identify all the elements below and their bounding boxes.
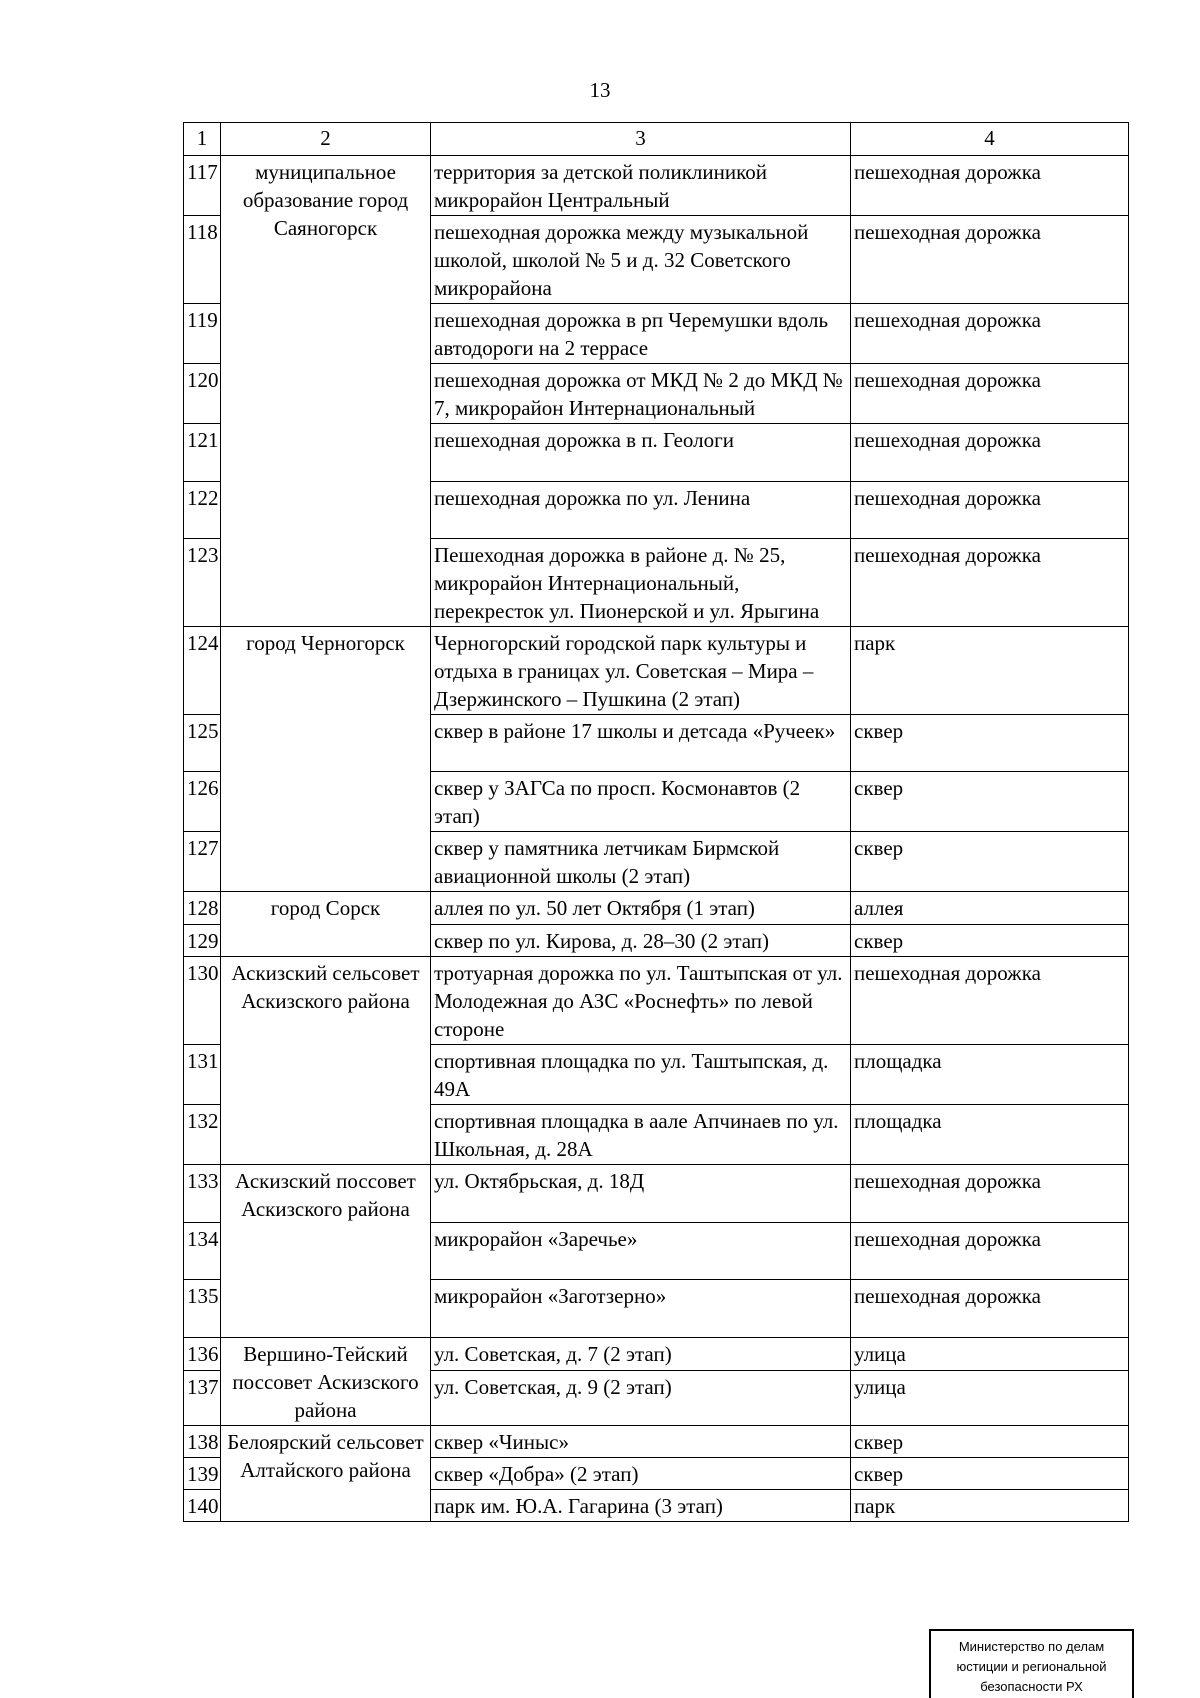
row-number: 140: [184, 1490, 221, 1522]
object-description: территория за детской поликлиникой микрорайон Центральный: [431, 156, 851, 216]
object-type: пешеходная дорожка: [851, 1223, 1129, 1280]
object-type: аллея: [851, 892, 1129, 925]
object-description: пешеходная дорожка между музыкальной школой, школой № 5 и д. 32 Советского микрорайона: [431, 216, 851, 304]
stamp-line-3: безопасности РХ: [980, 1679, 1083, 1694]
row-number: 137: [184, 1370, 221, 1425]
table-row: [184, 156, 1129, 216]
table-row: [184, 1338, 1129, 1371]
row-number: 122: [184, 482, 221, 539]
table-row: [184, 1426, 1129, 1458]
header-col-2: 2: [221, 123, 431, 156]
object-description: микрорайон «Заречье»: [431, 1223, 851, 1280]
object-description: сквер у ЗАГСа по просп. Космонавтов (2 этап): [431, 772, 851, 832]
table-row: [184, 957, 1129, 1045]
object-type: пешеходная дорожка: [851, 216, 1129, 304]
row-number: 138: [184, 1426, 221, 1458]
table-row: [184, 892, 1129, 925]
object-description: тротуарная дорожка по ул. Таштыпская от ул. Молодежная до АЗС «Роснефть» по левой стороне: [431, 957, 851, 1045]
object-type: пешеходная дорожка: [851, 482, 1129, 539]
object-description: спортивная площадка в аале Апчинаев по ул. Школьная, д. 28А: [431, 1105, 851, 1165]
object-type: сквер: [851, 1458, 1129, 1490]
object-type: сквер: [851, 925, 1129, 957]
row-number: 124: [184, 627, 221, 715]
object-description: пешеходная дорожка в рп Черемушки вдоль автодороги на 2 террасе: [431, 304, 851, 364]
municipality-cell: Аскизский сельсовет Аскизского района: [221, 957, 431, 1165]
row-number: 118: [184, 216, 221, 304]
header-col-4: 4: [851, 123, 1129, 156]
row-number: 135: [184, 1280, 221, 1338]
object-type: сквер: [851, 832, 1129, 892]
object-description: ул. Советская, д. 9 (2 этап): [431, 1370, 851, 1425]
row-number: 134: [184, 1223, 221, 1280]
object-type: площадка: [851, 1045, 1129, 1105]
object-description: пешеходная дорожка от МКД № 2 до МКД № 7, микрорайон Интернациональный: [431, 364, 851, 424]
object-description: сквер по ул. Кирова, д. 28–30 (2 этап): [431, 925, 851, 957]
municipality-cell: город Черногорск: [221, 627, 431, 892]
object-description: ул. Советская, д. 7 (2 этап): [431, 1338, 851, 1371]
row-number: 127: [184, 832, 221, 892]
municipality-cell: город Сорск: [221, 892, 431, 957]
page-number: 13: [589, 78, 611, 102]
object-type: пешеходная дорожка: [851, 1165, 1129, 1223]
header-col-1: 1: [184, 123, 221, 156]
object-description: Черногорский городской парк культуры и отдыха в границах ул. Советская – Мира – Дзержинского – Пушкина (2 этап): [431, 627, 851, 715]
object-type: пешеходная дорожка: [851, 156, 1129, 216]
object-type: сквер: [851, 1426, 1129, 1458]
object-description: аллея по ул. 50 лет Октября (1 этап): [431, 892, 851, 925]
row-number: 123: [184, 539, 221, 627]
object-type: пешеходная дорожка: [851, 1280, 1129, 1338]
table-row: [184, 627, 1129, 715]
object-type: пешеходная дорожка: [851, 539, 1129, 627]
object-description: спортивная площадка по ул. Таштыпская, д. 49А: [431, 1045, 851, 1105]
object-description: сквер «Добра» (2 этап): [431, 1458, 851, 1490]
table-header-row: [184, 123, 1129, 156]
row-number: 125: [184, 715, 221, 772]
object-type: пешеходная дорожка: [851, 364, 1129, 424]
row-number: 120: [184, 364, 221, 424]
row-number: 130: [184, 957, 221, 1045]
object-description: сквер в районе 17 школы и детсада «Ручеек»: [431, 715, 851, 772]
stamp-line-2: юстиции и региональной: [956, 1659, 1107, 1674]
row-number: 133: [184, 1165, 221, 1223]
objects-table: [183, 122, 1129, 1522]
registration-stamp: [929, 1629, 1134, 1698]
municipality-cell: Вершино-Тейский поссовет Аскизского района: [221, 1338, 431, 1426]
object-type: улица: [851, 1370, 1129, 1425]
table-row: [184, 1165, 1129, 1223]
object-type: площадка: [851, 1105, 1129, 1165]
object-description: пешеходная дорожка по ул. Ленина: [431, 482, 851, 539]
row-number: 126: [184, 772, 221, 832]
object-type: пешеходная дорожка: [851, 304, 1129, 364]
row-number: 121: [184, 424, 221, 482]
municipality-cell: Белоярский сельсовет Алтайского района: [221, 1426, 431, 1522]
object-description: парк им. Ю.А. Гагарина (3 этап): [431, 1490, 851, 1522]
object-type: парк: [851, 1490, 1129, 1522]
object-description: ул. Октябрьская, д. 18Д: [431, 1165, 851, 1223]
object-type: пешеходная дорожка: [851, 957, 1129, 1045]
row-number: 129: [184, 925, 221, 957]
stamp-line-1: Министерство по делам: [958, 1639, 1105, 1654]
row-number: 128: [184, 892, 221, 925]
row-number: 132: [184, 1105, 221, 1165]
municipality-cell: Аскизский поссовет Аскизского района: [221, 1165, 431, 1338]
object-description: Пешеходная дорожка в районе д. № 25, микрорайон Интернациональный, перекресток ул. Пионерской и ул. Ярыгина: [431, 539, 851, 627]
object-description: микрорайон «Заготзерно»: [431, 1280, 851, 1338]
object-type: парк: [851, 627, 1129, 715]
row-number: 139: [184, 1458, 221, 1490]
object-type: улица: [851, 1338, 1129, 1371]
object-type: сквер: [851, 715, 1129, 772]
row-number: 117: [184, 156, 221, 216]
municipality-cell: муниципальное образование город Саяногорск: [221, 156, 431, 627]
row-number: 119: [184, 304, 221, 364]
object-description: пешеходная дорожка в п. Геологи: [431, 424, 851, 482]
object-type: сквер: [851, 772, 1129, 832]
row-number: 131: [184, 1045, 221, 1105]
header-col-3: 3: [431, 123, 851, 156]
object-description: сквер «Чиныс»: [431, 1426, 851, 1458]
object-type: пешеходная дорожка: [851, 424, 1129, 482]
row-number: 136: [184, 1338, 221, 1371]
object-description: сквер у памятника летчикам Бирмской авиационной школы (2 этап): [431, 832, 851, 892]
